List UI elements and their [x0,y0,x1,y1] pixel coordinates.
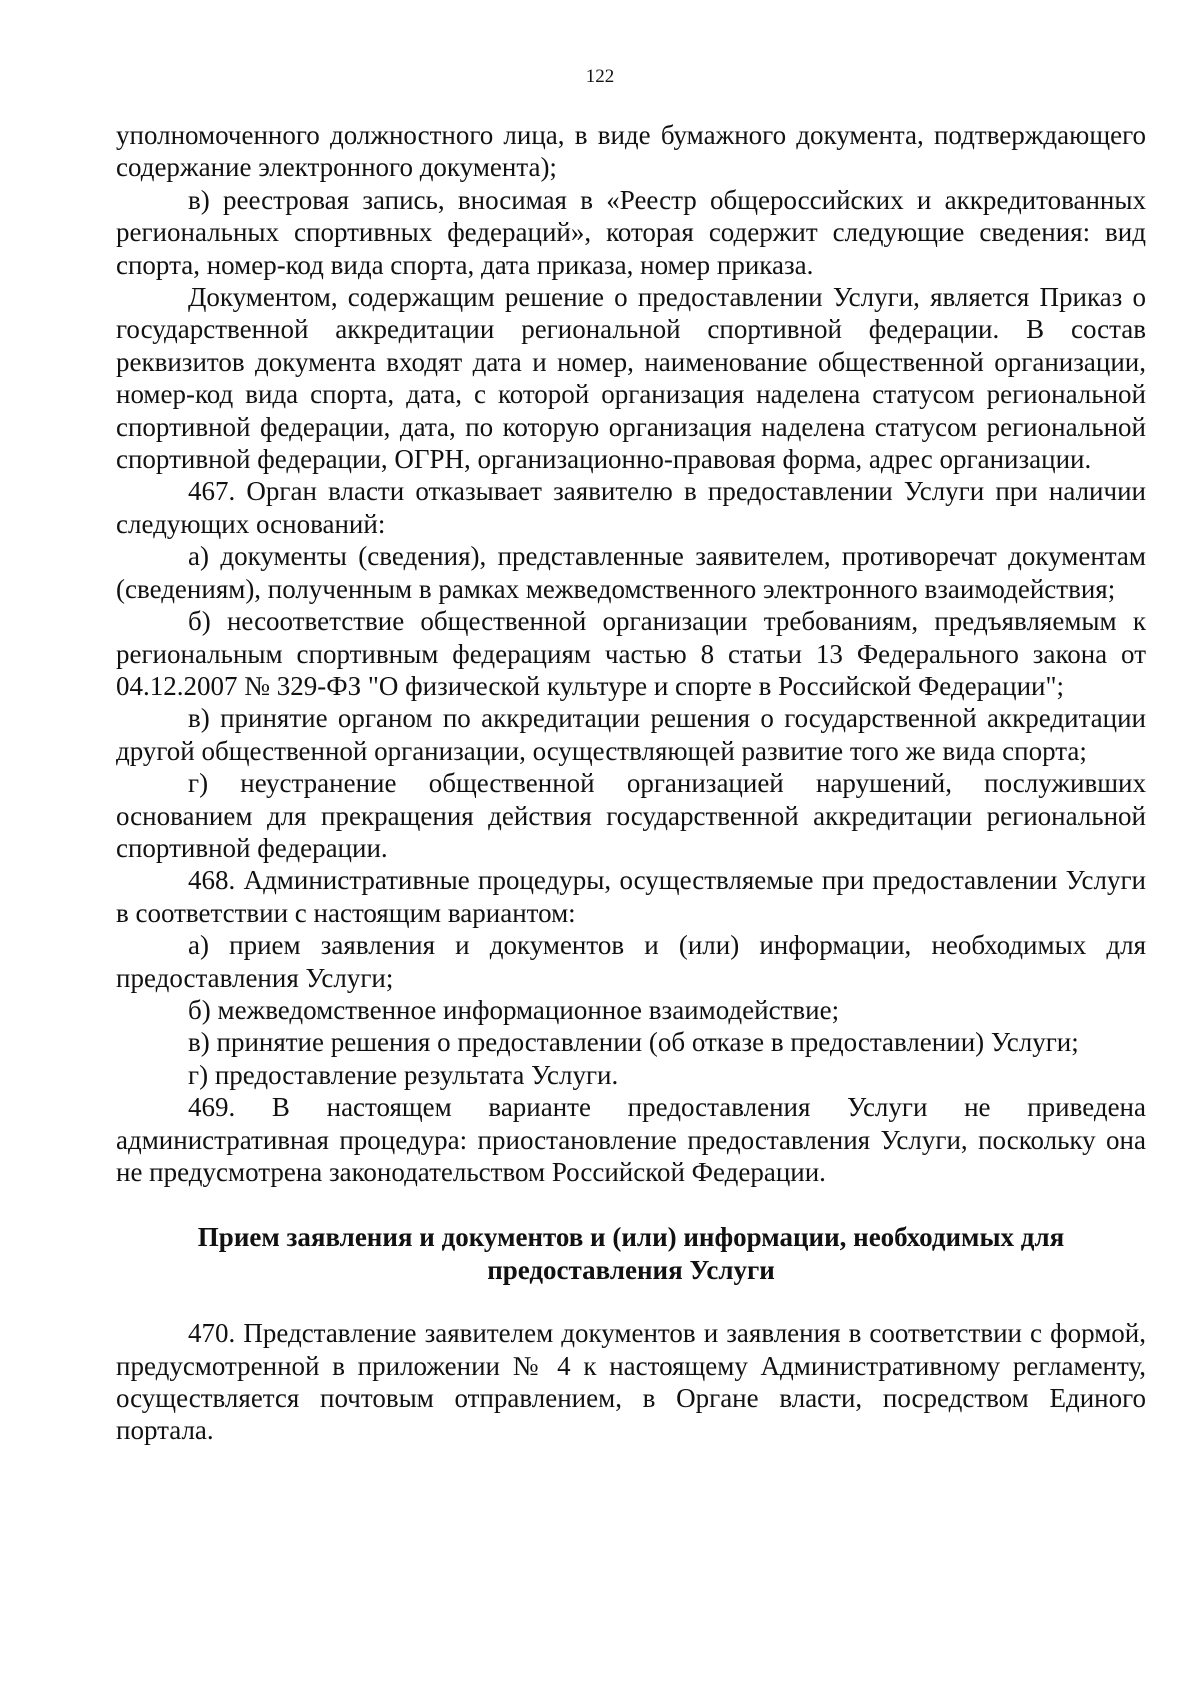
paragraph-467: 467. Орган власти отказывает заявителю в предоставлении Услуги при наличии следующих оснований: [116,476,1146,539]
paragraph-468-a: а) прием заявления и документов и (или) информации, необходимых для предоставления Услуги; [116,930,1146,993]
paragraph-468-v: в) принятие решения о предоставлении (об отказе в предоставлении) Услуги; [188,1027,1079,1058]
paragraph-continuation: уполномоченного должностного лица, в виде бумажного документа, подтверждающего содержание электронного документа); [116,120,1146,183]
paragraph-467-v: в) принятие органом по аккредитации решения о государственной аккредитации другой общественной организации, осуществляющей развитие того же вида спорта; [116,703,1146,766]
document-body [116,119,1146,1447]
paragraph-decision-document: Документом, содержащим решение о предоставлении Услуги, является Приказ о государственной аккредитации региональной спортивной федерации. В состав реквизитов документа входят дата и номер, наименование общественной организации, номер-код вида спорта, дата, с которой организация наделена статусом региональной спортивной федерации, дата, по которую организация наделена статусом региональной спортивной федерации, ОГРН, организационно-правовая форма, адрес организации. [116,282,1146,475]
page-number: 122 [585,66,615,87]
paragraph-469: 469. В настоящем варианте предоставления Услуги не приведена административная процедура: приостановление предоставления Услуги, поскольку она не предусмотрена законодательством Российской Федерации. [116,1092,1146,1187]
paragraph-468-b: б) межведомственное информационное взаимодействие; [188,994,840,1025]
paragraph-468-g: г) предоставление результата Услуги. [188,1059,619,1090]
section-heading: Прием заявления и документов и (или) информации, необходимых для предоставления Услуги [197,1222,1065,1285]
paragraph-registry-entry: в) реестровая запись, вносимая в «Реестр общероссийских и аккредитованных региональных спортивных федераций», которая содержит следующие сведения: вид спорта, номер-код вида спорта, дата приказа, номер приказа. [116,184,1146,280]
paragraph-467-a: а) документы (сведения), представленные заявителем, противоречат документам (сведениям), полученным в рамках межведомственного электронного взаимодействия; [116,541,1146,604]
paragraph-470: 470. Представление заявителем документов и заявления в соответствии с формой, предусмотренной в приложении № 4 к настоящему Административному регламенту, осуществляется почтовым отправлением, в Органе власти, посредством Единого портала. [116,1318,1146,1446]
paragraph-468: 468. Административные процедуры, осуществляемые при предоставлении Услуги в соответствии с настоящим вариантом: [116,865,1146,928]
paragraph-467-b: б) несоответствие общественной организации требованиям, предъявляемым к региональным спортивным федерациям частью 8 статьи 13 Федерального закона от 04.12.2007 № 329-ФЗ "О физической культуре и спорте в Российской Федерации"; [116,606,1146,701]
paragraph-467-g: г) неустранение общественной организацией нарушений, послуживших основанием для прекращения действия государственной аккредитации региональной спортивной федерации. [116,768,1146,863]
